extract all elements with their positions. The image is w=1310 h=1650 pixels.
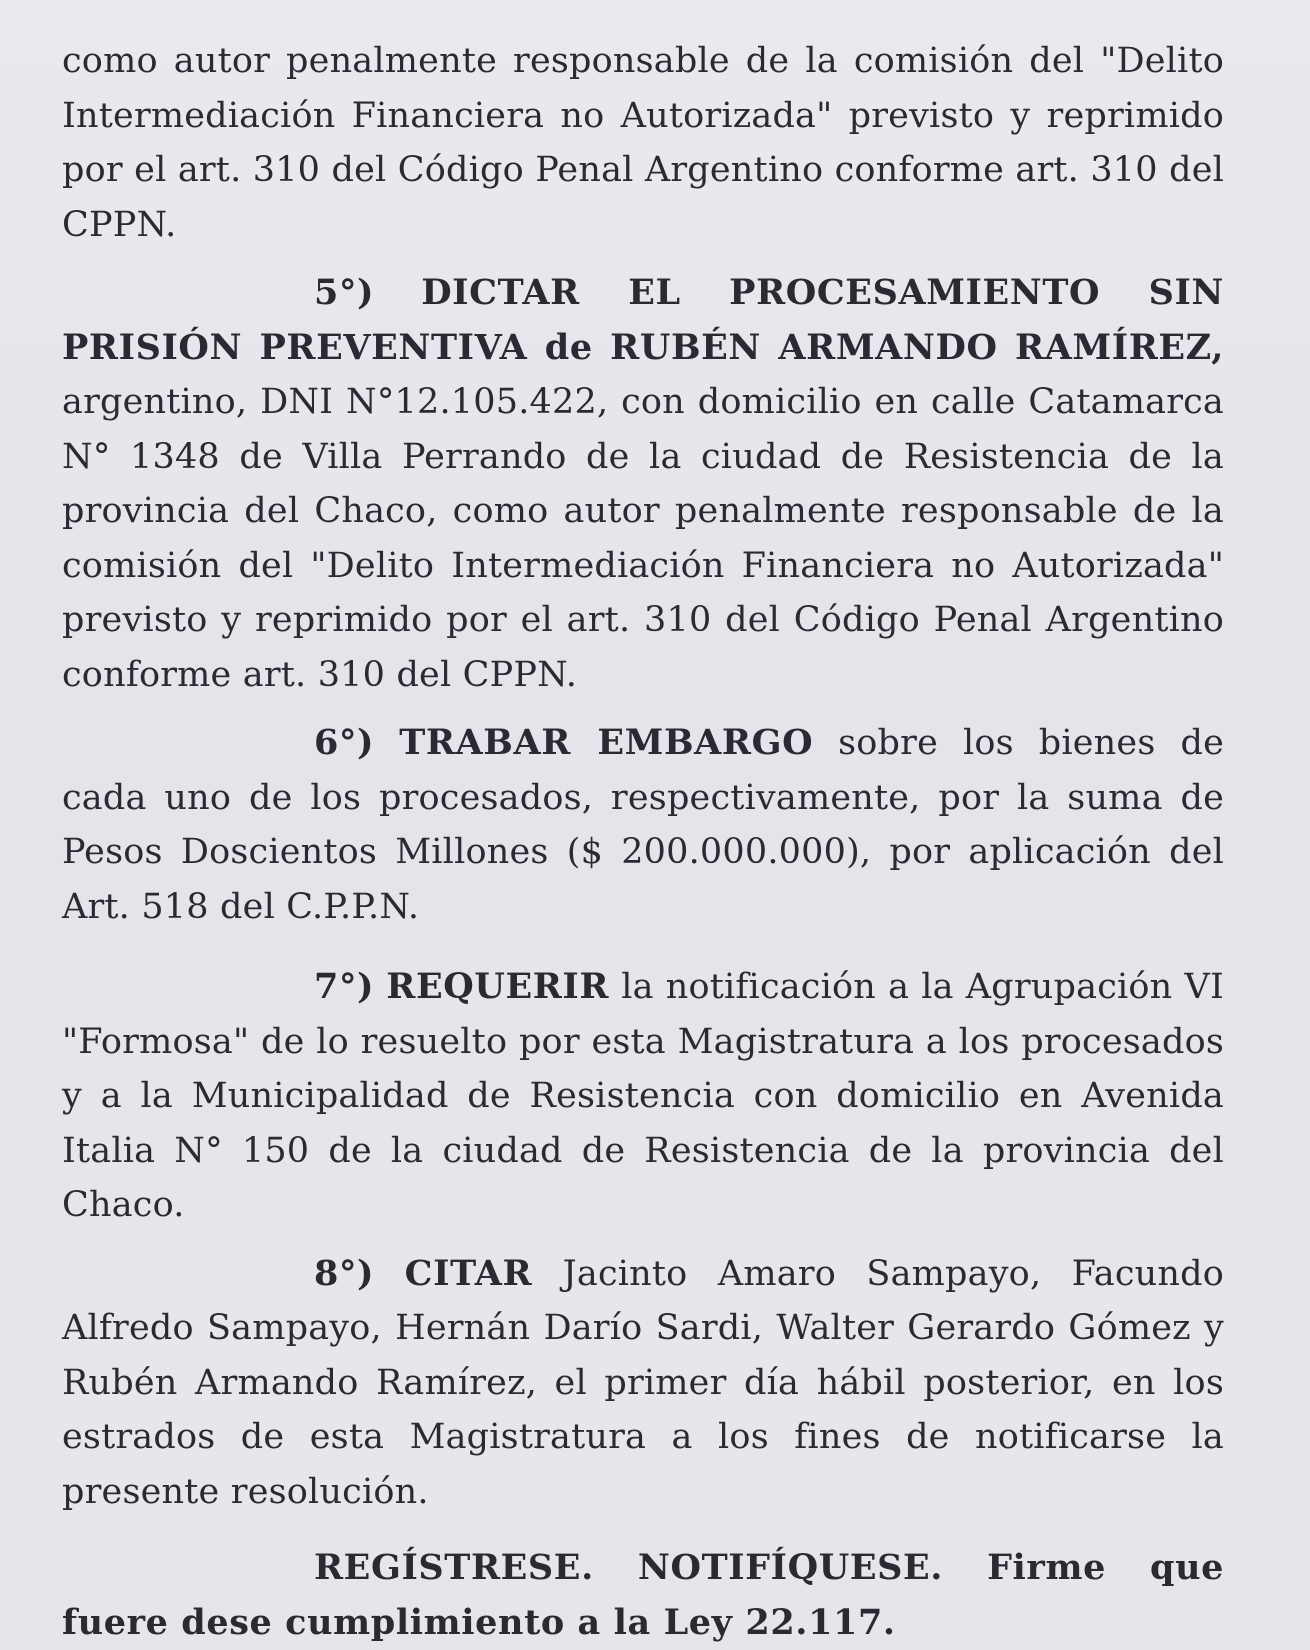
- item-7-heading: REQUERIR: [386, 966, 610, 1007]
- item-6-heading: TRABAR EMBARGO: [399, 722, 814, 763]
- item-8-number: 8°): [314, 1252, 375, 1294]
- item-6-body: sobre los bienes de cada uno de los procesados, respectivamente, por la suma de Pesos Doscientos Millones ($ 200.000.000), por aplicación del Art. 518 del C.P.P.N.: [62, 723, 1224, 927]
- item-8-paragraph: [62, 1247, 1224, 1520]
- item-8-body: Jacinto Amaro Sampayo, Facundo Alfredo Sampayo, Hernán Darío Sardi, Walter Gerardo Gómez y Rubén Armando Ramírez, el primer día hábil posterior, en los estrados de esta Magistratura a los fines de notificarse la presente resolución.: [62, 1253, 1225, 1512]
- paragraph-continuation: [62, 34, 1224, 252]
- closing-text: REGÍSTRESE. NOTIFÍQUESE. Firme que fuere dese cumplimiento a la Ley 22.117.: [62, 1547, 1224, 1643]
- item-6-paragraph: [62, 716, 1224, 934]
- item-5-paragraph: [62, 266, 1224, 702]
- item-5-body: argentino, DNI N°12.105.422, con domicilio en calle Catamarca N° 1348 de Villa Perrando de la ciudad de Resistencia de la provincia del Chaco, como autor penalmente responsable de la comisión del "Delito Intermediación Financiera no Autorizada" previsto y reprimido por el art. 310 del Código Penal Argentino conforme art. 310 del CPPN.: [62, 382, 1224, 695]
- item-6-number: 6°): [314, 722, 375, 763]
- item-7-number: 7°): [314, 966, 375, 1007]
- item-8-heading: CITAR: [404, 1252, 533, 1294]
- item-5-number: 5°): [314, 272, 375, 313]
- item-7-body: la notificación a la Agrupación VI "Formosa" de lo resuelto por esta Magistratura a los procesados y a la Municipalidad de Resistencia con domicilio en Avenida Italia N° 150 de la ciudad de Resistencia de la provincia del Chaco.: [62, 967, 1224, 1225]
- paragraph-continuation-text: como autor penalmente responsable de la comisión del "Delito Intermediación Financiera no Autorizada" previsto y reprimido por el art. 310 del Código Penal Argentino conforme art. 310 del CPPN.: [62, 41, 1224, 245]
- item-7-paragraph: [62, 960, 1224, 1233]
- closing-paragraph: [62, 1541, 1224, 1650]
- item-5-heading: DICTAR EL PROCESAMIENTO SIN PRISIÓN PREVENTIVA de RUBÉN ARMANDO RAMÍREZ,: [62, 272, 1225, 368]
